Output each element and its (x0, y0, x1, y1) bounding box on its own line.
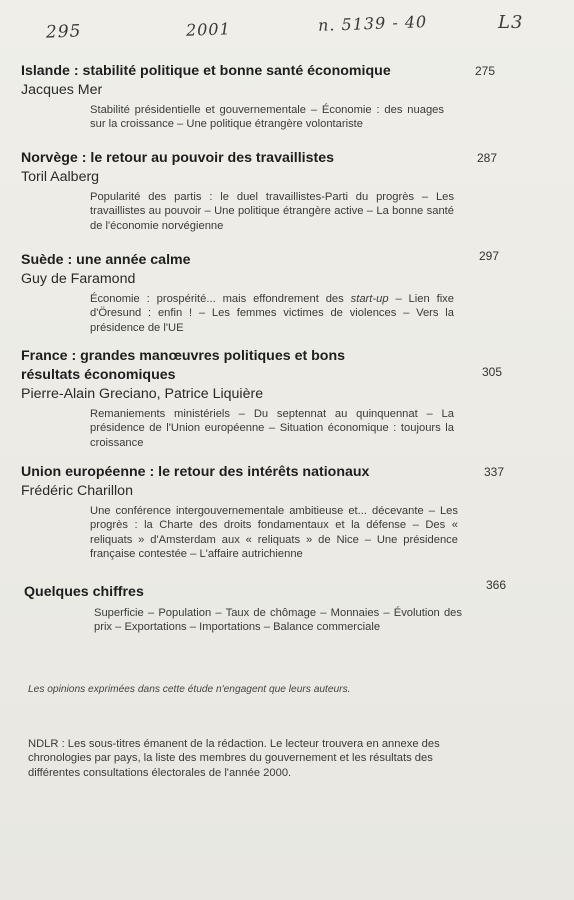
entry-summary: Superficie – Population – Taux de chômage – Monnaies – Évolution des prix – Exportations – Importations – Balance commerciale (94, 607, 462, 634)
entry-author: Frédéric Charillon (21, 483, 133, 499)
toc-entry-norvege[interactable] (21, 149, 521, 233)
entry-page-number: 287 (477, 151, 498, 165)
toc-entry-suede[interactable] (21, 251, 521, 335)
entry-summary: Stabilité présidentielle et gouvernementale – Économie : des nuages sur la croissance – Une politique étrangère volontariste (90, 104, 444, 131)
toc-entry-quelques-chiffres[interactable] (24, 578, 524, 635)
entry-title: Union européenne : le retour des intérêts nationaux (21, 464, 370, 480)
entry-title: Norvège : le retour au pouvoir des travaillistes (21, 150, 335, 166)
entry-title: France : grandes manœuvres politiques et bons résultats économiques (21, 348, 346, 383)
entry-summary: Popularité des partis : le duel travaillistes-Parti du progrès – Les travaillistes au pouvoir – Une politique étrangère active – La bonne santé de l'économie norvégienne (90, 191, 454, 232)
toc-entry-islande[interactable] (21, 62, 521, 132)
entry-title: Quelques chiffres (24, 584, 144, 600)
entry-page-number: 297 (479, 249, 500, 263)
entry-summary: Remaniements ministériels – Du septennat au quinquennat – La présidence de l'Union européenne – Situation économique : toujours la croissance (90, 408, 454, 449)
handwritten-note: 295 (45, 21, 82, 43)
entry-author: Jacques Mer (21, 82, 103, 98)
entry-author: Toril Aalberg (21, 169, 100, 185)
summary-emphasis: start-up (350, 293, 389, 305)
entry-author: Guy de Faramond (21, 271, 136, 287)
entry-title: Suède : une année calme (21, 252, 191, 268)
entry-page-number: 366 (486, 578, 507, 592)
entry-page-number: 305 (482, 365, 503, 379)
entry-page-number: 275 (475, 64, 496, 78)
entry-author: Pierre-Alain Greciano, Patrice Liquière (21, 386, 264, 402)
toc-entry-union-europeenne[interactable] (21, 463, 521, 562)
entry-title: Islande : stabilité politique et bonne santé économique (21, 63, 391, 79)
handwritten-note: n. 5139 - 40 (317, 12, 428, 35)
disclaimer-note: Les opinions exprimées dans cette étude n'engagent que leurs auteurs. (28, 684, 351, 695)
toc-entry-france[interactable] (21, 347, 521, 450)
entry-page-number: 337 (484, 465, 505, 479)
handwritten-note: L3 (498, 12, 524, 33)
entry-summary: Économie : prospérité... mais effondrement des start-up – Lien fixe d'Öresund : enfin ! – Les femmes victimes de violences – Vers la présidence de l'UE (90, 293, 454, 334)
handwritten-note: 2001 (185, 19, 232, 40)
ndlr-note: NDLR : Les sous-titres émanent de la rédaction. Le lecteur trouvera en annexe des chronologies par pays, la liste des membres du gouvernement et les résultats des différentes consultations électorales de l'année 2000. (28, 738, 440, 779)
entry-summary: Une conférence intergouvernementale ambitieuse et... décevante – Les progrès : la Charte des droits fondamentaux et la défense – Des « reliquats » d'Amsterdam aux « reliquats » de Nice – Une présidence française contestée – L'affaire autrichienne (90, 505, 458, 561)
